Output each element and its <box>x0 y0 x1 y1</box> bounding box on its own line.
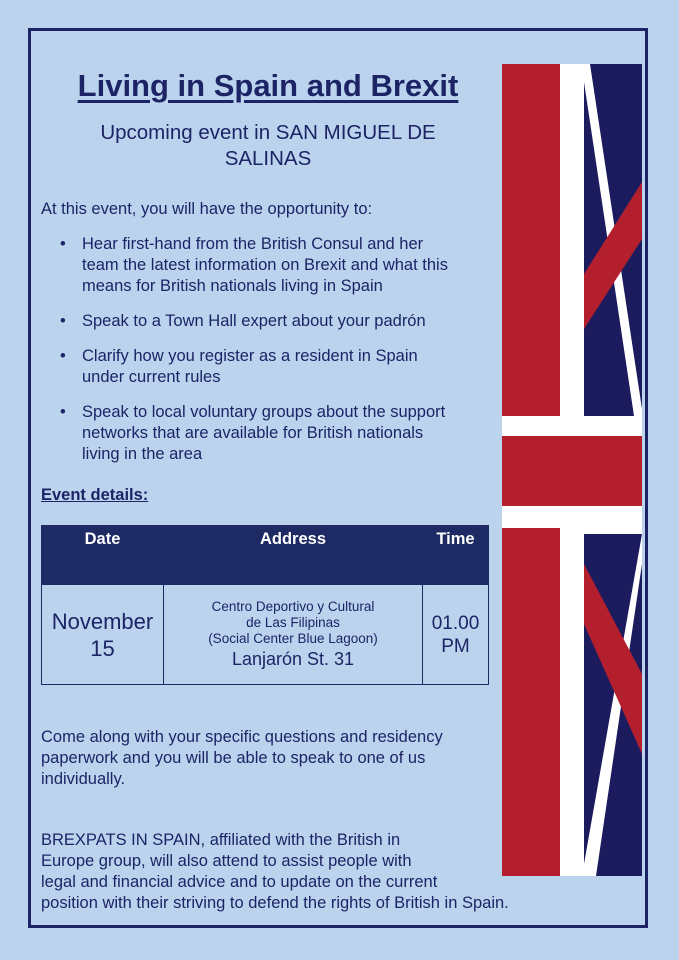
opportunity-list <box>40 234 505 479</box>
union-jack-flag <box>502 64 642 876</box>
address-column-header: Address <box>164 526 423 585</box>
bullet-icon: • <box>60 235 66 253</box>
list-item <box>40 311 505 332</box>
subtitle-line: SALINAS <box>224 147 312 170</box>
list-item-line: Hear first-hand from the British Consul and her <box>82 235 424 253</box>
paragraph-line: legal and financial advice and to update on the current <box>41 873 438 891</box>
paragraph-line: individually. <box>41 770 126 788</box>
paragraph-line: Come along with your specific questions and residency <box>41 728 443 746</box>
paragraph-line: BREXPATS IN SPAIN, affiliated with the British in <box>41 831 401 849</box>
list-item-line: under current rules <box>82 368 221 386</box>
event-address <box>164 585 423 685</box>
address-line: de Las Filipinas <box>246 614 340 630</box>
list-item <box>40 402 505 465</box>
page-title: Living in Spain and Brexit <box>77 68 459 103</box>
date-column-header: Date <box>42 526 164 585</box>
event-date <box>42 585 164 685</box>
address-street: Lanjarón St. 31 <box>231 648 355 669</box>
list-item-line: Clarify how you register as a resident in Spain <box>82 347 418 365</box>
list-item-line: networks that are available for British nationals <box>82 424 424 442</box>
subtitle-line: Upcoming event in SAN MIGUEL DE <box>100 121 436 144</box>
time-column-header: Time <box>423 526 489 585</box>
event-time-line: 01.00 <box>431 612 480 634</box>
address-line: (Social Center Blue Lagoon) <box>208 630 378 646</box>
list-item-line: Speak to a Town Hall expert about your padrón <box>82 312 426 330</box>
list-item <box>40 346 505 388</box>
intro-text: At this event, you will have the opportunity to: <box>41 200 373 218</box>
event-details-heading: Event details: <box>41 486 149 504</box>
subtitle <box>40 120 496 172</box>
event-date-line: 15 <box>90 635 115 661</box>
table-row <box>42 585 489 685</box>
list-item <box>40 234 505 297</box>
event-time <box>423 585 489 685</box>
questions-paragraph <box>41 727 496 790</box>
bullet-icon: • <box>60 312 66 330</box>
bullet-icon: • <box>60 403 66 421</box>
list-item-line: living in the area <box>82 445 203 463</box>
list-item-line: Speak to local voluntary groups about the support <box>82 403 446 421</box>
list-item-line: means for British nationals living in Spain <box>82 277 383 295</box>
paragraph-line: position with their striving to defend the rights of British in Spain. <box>41 894 509 912</box>
event-time-line: PM <box>441 635 470 657</box>
list-item-line: team the latest information on Brexit and what this <box>82 256 448 274</box>
paragraph-line: paperwork and you will be able to speak to one of us <box>41 749 426 767</box>
paragraph-line: Europe group, will also attend to assist people with <box>41 852 412 870</box>
brexpats-paragraph <box>41 830 566 914</box>
table-header-row <box>42 526 489 585</box>
event-date-line: November <box>51 608 154 634</box>
event-details-table <box>41 525 489 685</box>
address-line: Centro Deportivo y Cultural <box>211 598 375 614</box>
bullet-icon: • <box>60 347 66 365</box>
